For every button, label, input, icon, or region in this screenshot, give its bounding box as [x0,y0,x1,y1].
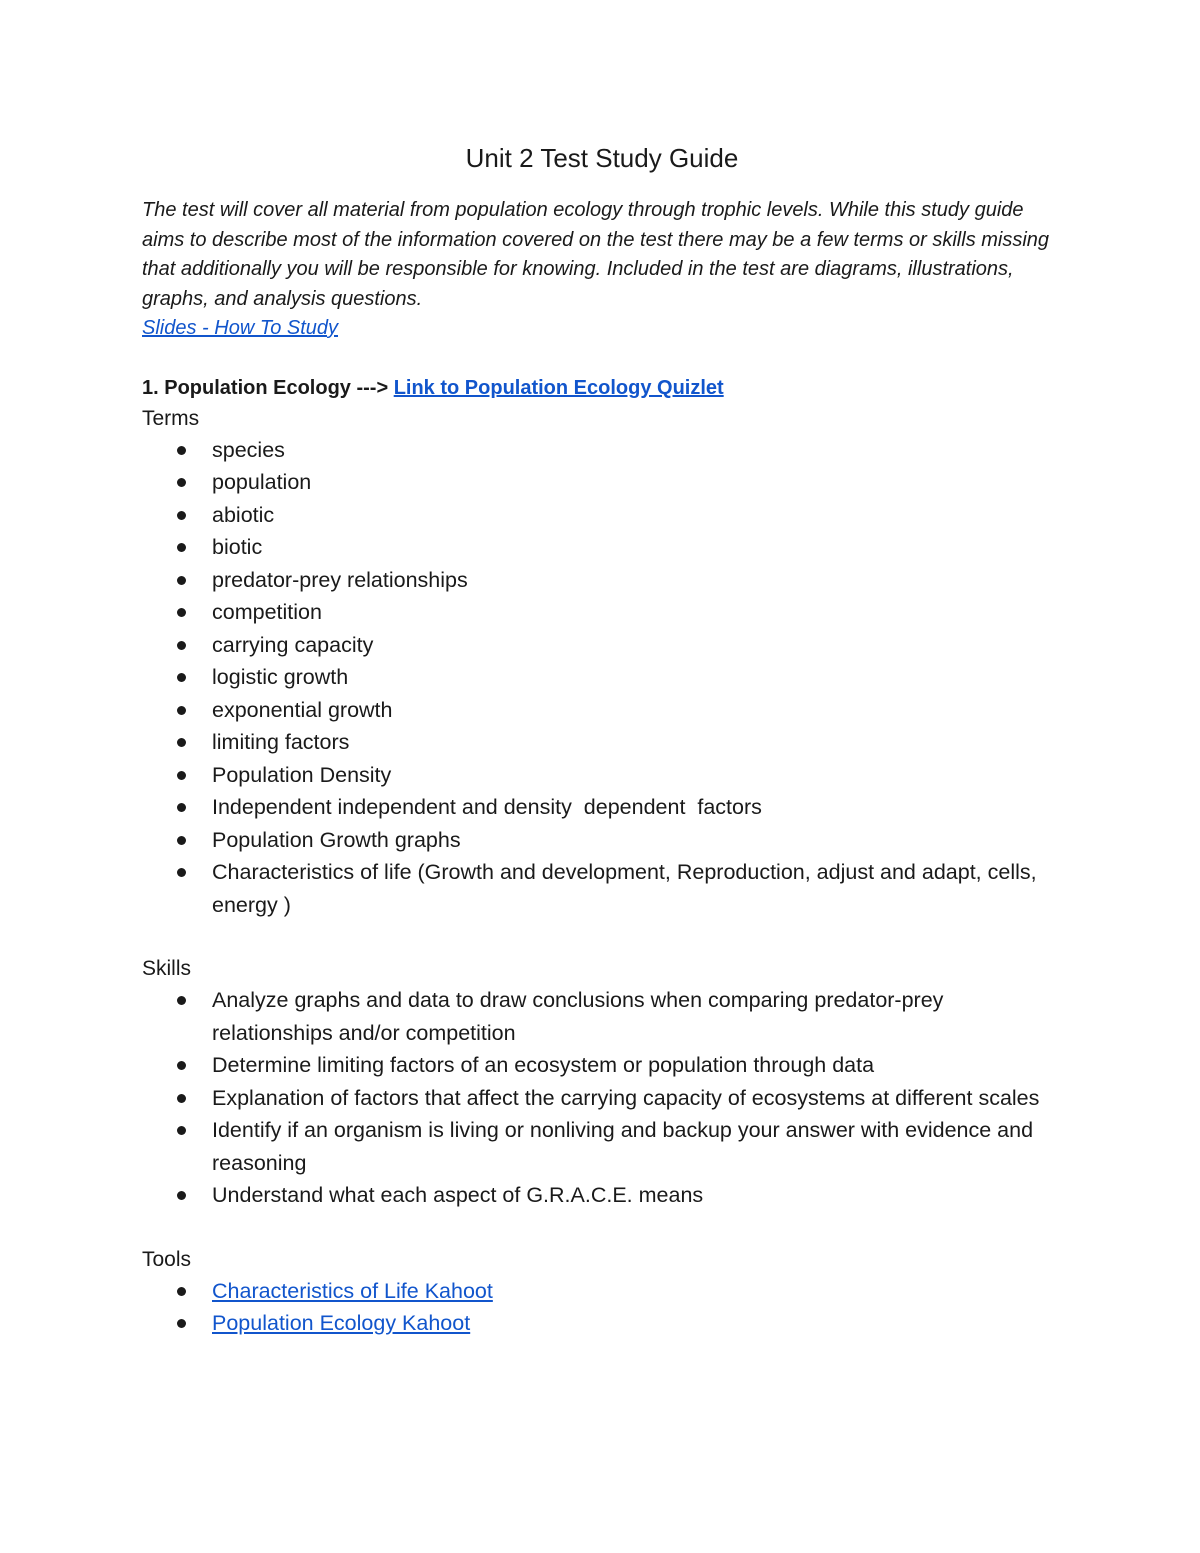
list-item-text: competition [212,600,322,624]
list-item [142,499,1062,532]
bullet-icon [177,1287,186,1296]
bullet-icon [177,1191,186,1200]
bullet-icon [177,738,186,747]
skills-label: Skills [142,957,192,980]
list-item-text: species [212,437,285,462]
list-item [142,791,1062,824]
bullet-icon [177,543,186,552]
list-item-text: logistic growth [212,665,349,689]
list-item-text: Determine limiting factors of an ecosystem or population through data [212,1053,875,1077]
list-item [142,824,1062,857]
list-item [142,1307,1062,1340]
intro-text: The test will cover all material from population ecology through trophic levels. While this study guide aims to describe most of the information covered on the test there may be a few terms or skills missing that additionally you will be responsible for knowing. Included in the test are diagrams, illustrations, graphs, and analysis questions. [142,199,1050,310]
bullet-icon [177,706,186,715]
bullet-icon [177,511,186,520]
bullet-icon [177,478,186,487]
list-item-text: predator-prey relationships [212,567,468,592]
list-item-text: Understand what each aspect of G.R.A.C.E. means [212,1183,704,1207]
list-item-text: abiotic [212,502,275,527]
intro-paragraph [142,196,1062,344]
list-item [142,466,1062,499]
bullet-icon [177,996,186,1005]
bullet-icon [177,1126,186,1135]
bullet-icon [177,576,186,585]
list-item [142,531,1062,564]
list-item-text: exponential growth [212,697,393,722]
slides-link[interactable]: Slides - How To Study [142,317,339,339]
population-ecology-kahoot-link[interactable]: Population Ecology Kahoot [212,1311,471,1335]
document-title: Unit 2 Test Study Guide [465,143,739,173]
list-item [142,661,1062,694]
quizlet-link[interactable]: Link to Population Ecology Quizlet [393,376,724,399]
bullet-icon [177,1094,186,1103]
bullet-icon [177,1061,186,1070]
list-item-text: biotic [212,535,263,559]
terms-list [142,434,1062,922]
bullet-icon [177,836,186,845]
list-item-text: Characteristics of life (Growth and development, Reproduction, adjust and adapt, cells, energy ) [212,860,1037,917]
list-item-text: Identify if an organism is living or nonliving and backup your answer with evidence and reasoning [212,1118,1034,1175]
bullet-icon [177,641,186,650]
bullet-icon [177,771,186,780]
list-item [142,1114,1062,1179]
tools-label: Tools [142,1247,192,1271]
list-item-text: Population Density [212,762,392,787]
list-item-text: Explanation of factors that affect the carrying capacity of ecosystems at different scales [212,1085,1040,1110]
list-item [142,564,1062,597]
list-item-text: Population Growth graphs [212,827,461,852]
terms-label: Terms [142,406,200,430]
skills-list [142,984,1062,1212]
list-item [142,1082,1062,1115]
list-item-text: limiting factors [212,730,350,754]
section-heading-population-ecology [142,374,1062,403]
bullet-icon [177,803,186,812]
bullet-icon [177,1319,186,1328]
list-item [142,856,1062,921]
list-item-text: Independent independent and density dependent factors [212,795,762,819]
list-item [142,434,1062,467]
list-item-text: carrying capacity [212,632,374,657]
list-item [142,629,1062,662]
section-heading-text: 1. Population Ecology ---> [142,376,389,399]
list-item [142,1049,1062,1082]
list-item [142,1179,1062,1212]
list-item [142,726,1062,759]
bullet-icon [177,608,186,617]
list-item-text: population [212,470,312,494]
list-item [142,759,1062,792]
tools-list [142,1275,1062,1340]
bullet-icon [177,673,186,682]
document-page [142,138,1062,1340]
bullet-icon [177,446,186,455]
list-item [142,694,1062,727]
list-item [142,1275,1062,1308]
bullet-icon [177,868,186,877]
list-item [142,984,1062,1049]
characteristics-kahoot-link[interactable]: Characteristics of Life Kahoot [212,1278,493,1303]
list-item [142,596,1062,629]
list-item-text: Analyze graphs and data to draw conclusions when comparing predator-prey relationships and/or competition [212,988,944,1045]
